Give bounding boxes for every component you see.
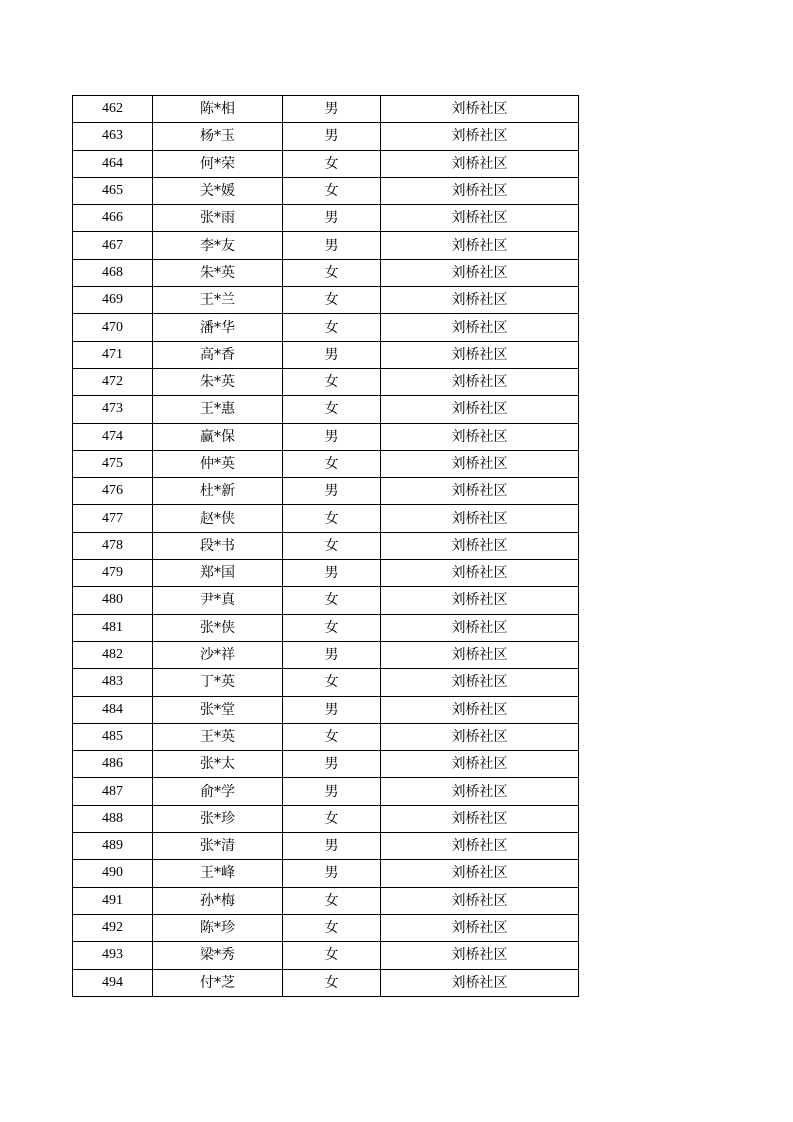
row-number-cell: 477 bbox=[73, 505, 153, 532]
name-cell: 张*太 bbox=[153, 751, 283, 778]
table-row bbox=[73, 177, 579, 204]
name-cell: 朱*英 bbox=[153, 259, 283, 286]
community-cell: 刘桥社区 bbox=[381, 96, 579, 123]
table-row bbox=[73, 123, 579, 150]
gender-cell: 男 bbox=[283, 96, 381, 123]
row-number-cell: 463 bbox=[73, 123, 153, 150]
row-number-cell: 490 bbox=[73, 860, 153, 887]
table-row bbox=[73, 614, 579, 641]
gender-cell: 女 bbox=[283, 805, 381, 832]
name-cell: 关*媛 bbox=[153, 177, 283, 204]
gender-cell: 男 bbox=[283, 860, 381, 887]
table-row bbox=[73, 423, 579, 450]
table-row bbox=[73, 641, 579, 668]
resident-table bbox=[72, 95, 579, 997]
table-row bbox=[73, 696, 579, 723]
gender-cell: 男 bbox=[283, 232, 381, 259]
row-number-cell: 485 bbox=[73, 723, 153, 750]
row-number-cell: 480 bbox=[73, 587, 153, 614]
community-cell: 刘桥社区 bbox=[381, 150, 579, 177]
table-row bbox=[73, 914, 579, 941]
table-row bbox=[73, 942, 579, 969]
row-number-cell: 482 bbox=[73, 641, 153, 668]
row-number-cell: 493 bbox=[73, 942, 153, 969]
gender-cell: 女 bbox=[283, 314, 381, 341]
gender-cell: 男 bbox=[283, 341, 381, 368]
row-number-cell: 486 bbox=[73, 751, 153, 778]
name-cell: 张*堂 bbox=[153, 696, 283, 723]
community-cell: 刘桥社区 bbox=[381, 942, 579, 969]
table-row bbox=[73, 505, 579, 532]
gender-cell: 女 bbox=[283, 450, 381, 477]
row-number-cell: 474 bbox=[73, 423, 153, 450]
community-cell: 刘桥社区 bbox=[381, 123, 579, 150]
name-cell: 王*峰 bbox=[153, 860, 283, 887]
row-number-cell: 489 bbox=[73, 833, 153, 860]
community-cell: 刘桥社区 bbox=[381, 314, 579, 341]
name-cell: 王*兰 bbox=[153, 287, 283, 314]
gender-cell: 女 bbox=[283, 587, 381, 614]
table-row bbox=[73, 887, 579, 914]
table-row bbox=[73, 478, 579, 505]
name-cell: 王*英 bbox=[153, 723, 283, 750]
gender-cell: 女 bbox=[283, 969, 381, 996]
table-row bbox=[73, 232, 579, 259]
name-cell: 陈*珍 bbox=[153, 914, 283, 941]
community-cell: 刘桥社区 bbox=[381, 614, 579, 641]
gender-cell: 女 bbox=[283, 669, 381, 696]
community-cell: 刘桥社区 bbox=[381, 696, 579, 723]
table-row bbox=[73, 532, 579, 559]
table-row bbox=[73, 778, 579, 805]
name-cell: 朱*英 bbox=[153, 368, 283, 395]
gender-cell: 男 bbox=[283, 751, 381, 778]
gender-cell: 女 bbox=[283, 614, 381, 641]
community-cell: 刘桥社区 bbox=[381, 833, 579, 860]
row-number-cell: 483 bbox=[73, 669, 153, 696]
community-cell: 刘桥社区 bbox=[381, 669, 579, 696]
gender-cell: 女 bbox=[283, 396, 381, 423]
gender-cell: 女 bbox=[283, 287, 381, 314]
row-number-cell: 469 bbox=[73, 287, 153, 314]
community-cell: 刘桥社区 bbox=[381, 505, 579, 532]
name-cell: 张*雨 bbox=[153, 205, 283, 232]
gender-cell: 男 bbox=[283, 641, 381, 668]
gender-cell: 女 bbox=[283, 150, 381, 177]
name-cell: 高*香 bbox=[153, 341, 283, 368]
community-cell: 刘桥社区 bbox=[381, 287, 579, 314]
community-cell: 刘桥社区 bbox=[381, 478, 579, 505]
table-row bbox=[73, 314, 579, 341]
community-cell: 刘桥社区 bbox=[381, 778, 579, 805]
community-cell: 刘桥社区 bbox=[381, 805, 579, 832]
table-row bbox=[73, 969, 579, 996]
table-row bbox=[73, 805, 579, 832]
gender-cell: 女 bbox=[283, 723, 381, 750]
gender-cell: 女 bbox=[283, 259, 381, 286]
name-cell: 段*书 bbox=[153, 532, 283, 559]
name-cell: 王*惠 bbox=[153, 396, 283, 423]
name-cell: 杨*玉 bbox=[153, 123, 283, 150]
community-cell: 刘桥社区 bbox=[381, 751, 579, 778]
community-cell: 刘桥社区 bbox=[381, 969, 579, 996]
table-row bbox=[73, 669, 579, 696]
name-cell: 付*芝 bbox=[153, 969, 283, 996]
name-cell: 郑*国 bbox=[153, 560, 283, 587]
row-number-cell: 494 bbox=[73, 969, 153, 996]
community-cell: 刘桥社区 bbox=[381, 914, 579, 941]
name-cell: 俞*学 bbox=[153, 778, 283, 805]
row-number-cell: 491 bbox=[73, 887, 153, 914]
gender-cell: 女 bbox=[283, 368, 381, 395]
name-cell: 陈*相 bbox=[153, 96, 283, 123]
table-row bbox=[73, 751, 579, 778]
table-row bbox=[73, 833, 579, 860]
table-row bbox=[73, 259, 579, 286]
community-cell: 刘桥社区 bbox=[381, 368, 579, 395]
gender-cell: 女 bbox=[283, 177, 381, 204]
name-cell: 尹*真 bbox=[153, 587, 283, 614]
name-cell: 丁*英 bbox=[153, 669, 283, 696]
community-cell: 刘桥社区 bbox=[381, 887, 579, 914]
community-cell: 刘桥社区 bbox=[381, 532, 579, 559]
table-row bbox=[73, 723, 579, 750]
community-cell: 刘桥社区 bbox=[381, 396, 579, 423]
row-number-cell: 473 bbox=[73, 396, 153, 423]
table-row bbox=[73, 587, 579, 614]
row-number-cell: 475 bbox=[73, 450, 153, 477]
community-cell: 刘桥社区 bbox=[381, 423, 579, 450]
community-cell: 刘桥社区 bbox=[381, 641, 579, 668]
row-number-cell: 478 bbox=[73, 532, 153, 559]
name-cell: 潘*华 bbox=[153, 314, 283, 341]
table-row bbox=[73, 368, 579, 395]
row-number-cell: 462 bbox=[73, 96, 153, 123]
gender-cell: 女 bbox=[283, 532, 381, 559]
community-cell: 刘桥社区 bbox=[381, 450, 579, 477]
name-cell: 梁*秀 bbox=[153, 942, 283, 969]
row-number-cell: 481 bbox=[73, 614, 153, 641]
name-cell: 仲*英 bbox=[153, 450, 283, 477]
name-cell: 孙*梅 bbox=[153, 887, 283, 914]
resident-table-body bbox=[73, 96, 579, 997]
name-cell: 沙*祥 bbox=[153, 641, 283, 668]
table-row bbox=[73, 341, 579, 368]
community-cell: 刘桥社区 bbox=[381, 860, 579, 887]
table-row bbox=[73, 150, 579, 177]
gender-cell: 男 bbox=[283, 560, 381, 587]
row-number-cell: 466 bbox=[73, 205, 153, 232]
table-row bbox=[73, 287, 579, 314]
row-number-cell: 470 bbox=[73, 314, 153, 341]
row-number-cell: 492 bbox=[73, 914, 153, 941]
gender-cell: 女 bbox=[283, 942, 381, 969]
gender-cell: 男 bbox=[283, 696, 381, 723]
row-number-cell: 472 bbox=[73, 368, 153, 395]
row-number-cell: 471 bbox=[73, 341, 153, 368]
name-cell: 赢*保 bbox=[153, 423, 283, 450]
gender-cell: 男 bbox=[283, 123, 381, 150]
row-number-cell: 487 bbox=[73, 778, 153, 805]
name-cell: 张*侠 bbox=[153, 614, 283, 641]
community-cell: 刘桥社区 bbox=[381, 259, 579, 286]
row-number-cell: 484 bbox=[73, 696, 153, 723]
community-cell: 刘桥社区 bbox=[381, 205, 579, 232]
table-row bbox=[73, 450, 579, 477]
row-number-cell: 476 bbox=[73, 478, 153, 505]
name-cell: 何*荣 bbox=[153, 150, 283, 177]
row-number-cell: 465 bbox=[73, 177, 153, 204]
gender-cell: 女 bbox=[283, 914, 381, 941]
row-number-cell: 464 bbox=[73, 150, 153, 177]
gender-cell: 男 bbox=[283, 833, 381, 860]
community-cell: 刘桥社区 bbox=[381, 723, 579, 750]
table-row bbox=[73, 96, 579, 123]
gender-cell: 女 bbox=[283, 505, 381, 532]
community-cell: 刘桥社区 bbox=[381, 560, 579, 587]
row-number-cell: 468 bbox=[73, 259, 153, 286]
name-cell: 张*珍 bbox=[153, 805, 283, 832]
gender-cell: 男 bbox=[283, 478, 381, 505]
table-row bbox=[73, 205, 579, 232]
table-row bbox=[73, 396, 579, 423]
gender-cell: 男 bbox=[283, 205, 381, 232]
gender-cell: 男 bbox=[283, 778, 381, 805]
gender-cell: 女 bbox=[283, 887, 381, 914]
table-row bbox=[73, 560, 579, 587]
gender-cell: 男 bbox=[283, 423, 381, 450]
community-cell: 刘桥社区 bbox=[381, 232, 579, 259]
community-cell: 刘桥社区 bbox=[381, 341, 579, 368]
name-cell: 张*清 bbox=[153, 833, 283, 860]
name-cell: 杜*新 bbox=[153, 478, 283, 505]
name-cell: 李*友 bbox=[153, 232, 283, 259]
community-cell: 刘桥社区 bbox=[381, 177, 579, 204]
row-number-cell: 479 bbox=[73, 560, 153, 587]
community-cell: 刘桥社区 bbox=[381, 587, 579, 614]
row-number-cell: 488 bbox=[73, 805, 153, 832]
name-cell: 赵*侠 bbox=[153, 505, 283, 532]
table-row bbox=[73, 860, 579, 887]
row-number-cell: 467 bbox=[73, 232, 153, 259]
